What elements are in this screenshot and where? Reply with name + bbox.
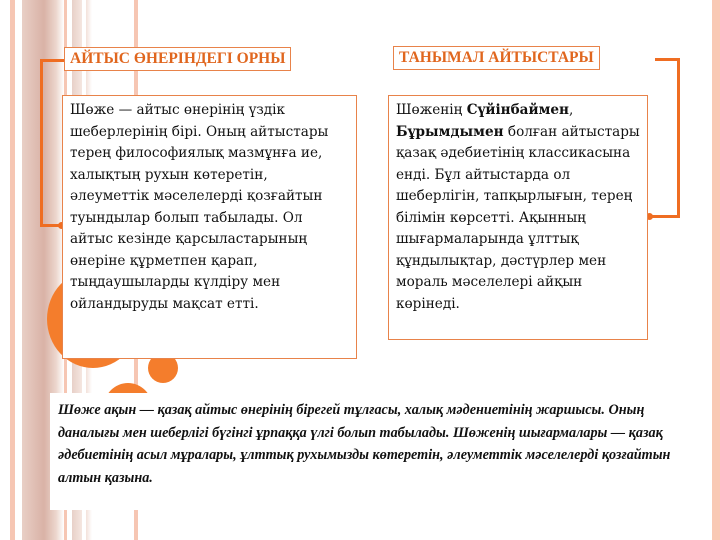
right-heading [393, 46, 600, 70]
left-heading [64, 47, 291, 71]
right-connector-bottom [650, 215, 680, 218]
right-body-bold-1: Сүйінбаймен [466, 102, 569, 118]
summary-text: Шөже ақын — қазақ айтыс өнерінің бірегей тұлғасы, халық мәдениетінің жаршысы. Оның даналығы мен шеберлігі бүгінгі ұрпаққа үлгі болып табылады. Шөженің шығармалары — қазақ әдебиетінің асыл мұралары, ұлттық рухымызды көтеретін, әлеуметтік мәселелерді қозғайтын алтын қазына. [58, 402, 671, 486]
left-connector-vertical [40, 59, 43, 227]
left-heading-text: АЙТЫС ӨНЕРІНДЕГІ ОРНЫ [70, 50, 286, 67]
left-connector-top [40, 59, 64, 62]
right-body-box [388, 95, 648, 340]
stripe [10, 0, 15, 540]
left-body-text: Шөже — айтыс өнерінің үздік шеберлерінің бірі. Оның айтыстары терең философиялық мазмұнға ие, халықтың рухын көтеретін, әлеуметтік мәселелерді қозғайтын туындылар болып табылады. Ол айтыс кезінде қарсыластарының өнеріне құрметпен қарап, тыңдаушыларды күлдіру мен ойландыруды мақсат етті. [70, 102, 329, 312]
summary-box [50, 393, 680, 510]
left-body-box [62, 95, 357, 359]
right-body-sep: , [568, 102, 574, 118]
right-body-bold-2: Бұрымдымен [396, 123, 504, 140]
right-body-rest: болған айтыстары қазақ әдебиетінің классикасына енді. Бұл айтыстарда ол шеберлігін, тапқырлығын, терең білімін көрсетті. Ақынның шығармаларында ұлттық құндылықтар, дәстүрлер мен мораль мәселелері айқын көрінеді. [396, 123, 640, 312]
right-body-prefix: Шөженің [396, 102, 467, 118]
right-heading-text: ТАНЫМАЛ АЙТЫСТАРЫ [399, 49, 594, 66]
right-connector-vertical [677, 58, 680, 218]
decor-right-bar [712, 0, 720, 540]
